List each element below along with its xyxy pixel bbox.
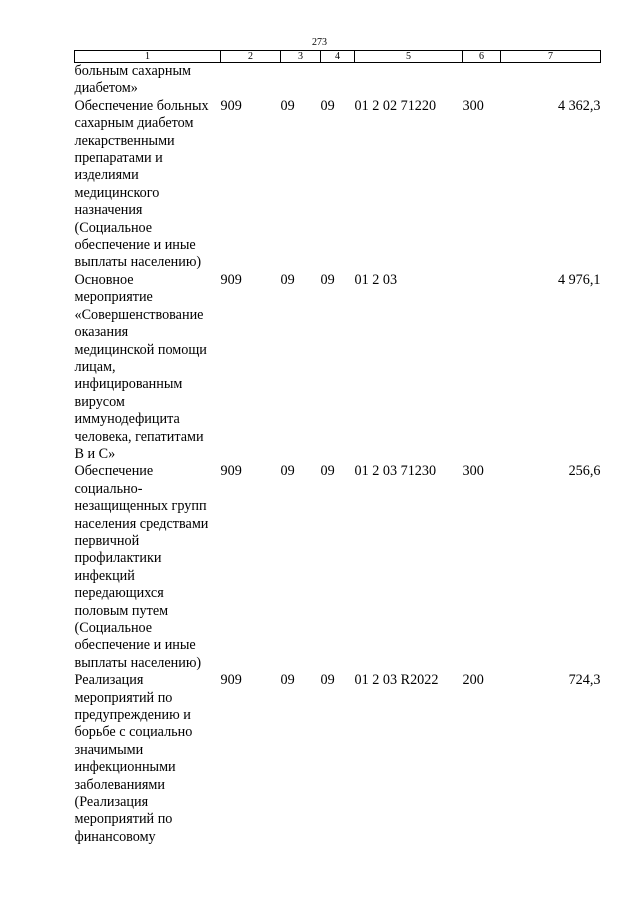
- name-line: иммунодефицита: [74, 411, 180, 428]
- name-line: обеспечение и иные: [74, 237, 196, 254]
- name-line: финансовому: [74, 828, 156, 845]
- admin-code-cell: 909: [220, 463, 242, 480]
- column-number-row: [75, 51, 601, 63]
- article-cell: 01 2 03 R2022: [354, 672, 439, 689]
- name-line: заболеваниями: [74, 776, 165, 793]
- expense-type-cell: 300: [462, 463, 484, 480]
- name-line: Обеспечение: [74, 463, 154, 480]
- table-row: [75, 463, 601, 672]
- name-line: выплаты населению): [74, 254, 202, 271]
- budget-table: [74, 50, 601, 846]
- name-cell: [75, 272, 221, 463]
- name-line: лицам,: [74, 358, 116, 375]
- name-line: мероприятий по: [74, 811, 173, 828]
- name-line: вирусом: [74, 393, 125, 410]
- article-cell: [355, 63, 463, 98]
- name-line: Основное: [74, 271, 134, 288]
- name-line: борьбе с социально: [74, 724, 193, 741]
- name-line: мероприятие: [74, 289, 153, 306]
- expense-type-cell: [463, 63, 501, 98]
- column-header-6: 6: [463, 51, 501, 63]
- name-line: диабетом»: [74, 80, 138, 97]
- expense-type-cell: 300: [462, 97, 484, 114]
- column-header-5: 5: [355, 51, 463, 63]
- admin-code-cell: 909: [220, 672, 242, 689]
- name-line: обеспечение и иные: [74, 637, 196, 654]
- name-line: человека, гепатитами: [74, 428, 204, 445]
- amount-cell: 256,6: [568, 463, 601, 480]
- column-header-2: 2: [221, 51, 281, 63]
- subsection-cell: 09: [320, 97, 335, 114]
- table-row: [75, 672, 601, 846]
- name-line: выплаты населению): [74, 654, 202, 671]
- amount-cell: 724,3: [568, 672, 601, 689]
- name-cell: [75, 672, 221, 846]
- section-cell: 09: [280, 271, 295, 288]
- name-line: значимыми: [74, 741, 144, 758]
- admin-code-cell: [221, 63, 281, 98]
- name-line: «Совершенствование: [74, 306, 204, 323]
- column-header-1: 1: [75, 51, 221, 63]
- expense-type-cell: [463, 272, 501, 463]
- table-body: [75, 63, 601, 847]
- name-line: (Реализация: [74, 794, 149, 811]
- name-line: больным сахарным: [74, 63, 191, 79]
- section-cell: 09: [280, 672, 295, 689]
- admin-code-cell: 909: [220, 97, 242, 114]
- name-line: В и С»: [74, 445, 116, 462]
- name-cell: [75, 98, 221, 272]
- name-line: лекарственными: [74, 132, 175, 149]
- name-line: инфекций: [74, 567, 135, 584]
- name-line: медицинского: [74, 184, 160, 201]
- name-line: предупреждению и: [74, 707, 191, 724]
- name-cell: [75, 463, 221, 672]
- name-line: мероприятий по: [74, 689, 173, 706]
- article-cell: 01 2 03: [354, 271, 398, 288]
- name-line: медицинской помощи: [74, 341, 207, 358]
- name-line: оказания: [74, 324, 129, 341]
- name-line: назначения: [74, 202, 143, 219]
- name-line: Обеспечение больных: [74, 97, 209, 114]
- column-header-4: 4: [321, 51, 355, 63]
- name-line: (Социальное: [74, 219, 153, 236]
- table-row: [75, 98, 601, 272]
- name-line: первичной: [74, 532, 140, 549]
- name-cell: [75, 63, 221, 98]
- article-cell: 01 2 02 71220: [354, 97, 437, 114]
- amount-cell: 4 362,3: [557, 97, 601, 114]
- page-number: 273: [312, 37, 327, 48]
- name-line: сахарным диабетом: [74, 115, 194, 132]
- expense-type-cell: 200: [462, 672, 484, 689]
- name-line: изделиями: [74, 167, 139, 184]
- name-line: (Социальное: [74, 620, 153, 636]
- table-row: [75, 272, 601, 463]
- name-line: Реализация: [74, 672, 144, 689]
- name-line: передающихся: [74, 585, 164, 602]
- subsection-cell: 09: [320, 672, 335, 689]
- name-line: инфекционными: [74, 759, 176, 776]
- name-line: инфицированным: [74, 376, 183, 393]
- column-header-7: 7: [501, 51, 601, 63]
- subsection-cell: [321, 63, 355, 98]
- column-header-3: 3: [281, 51, 321, 63]
- table-row: [75, 63, 601, 98]
- article-cell: 01 2 03 71230: [354, 463, 437, 480]
- name-line: социально-: [74, 480, 143, 497]
- name-line: профилактики: [74, 550, 162, 567]
- section-cell: 09: [280, 463, 295, 480]
- name-line: незащищенных групп: [74, 498, 207, 515]
- amount-cell: [501, 63, 601, 98]
- section-cell: 09: [280, 97, 295, 114]
- name-line: препаратами и: [74, 150, 163, 167]
- name-line: населения средствами: [74, 515, 209, 532]
- admin-code-cell: 909: [220, 271, 242, 288]
- amount-cell: 4 976,1: [557, 271, 601, 288]
- subsection-cell: 09: [320, 463, 335, 480]
- subsection-cell: 09: [320, 271, 335, 288]
- section-cell: [281, 63, 321, 98]
- name-line: половым путем: [74, 602, 169, 619]
